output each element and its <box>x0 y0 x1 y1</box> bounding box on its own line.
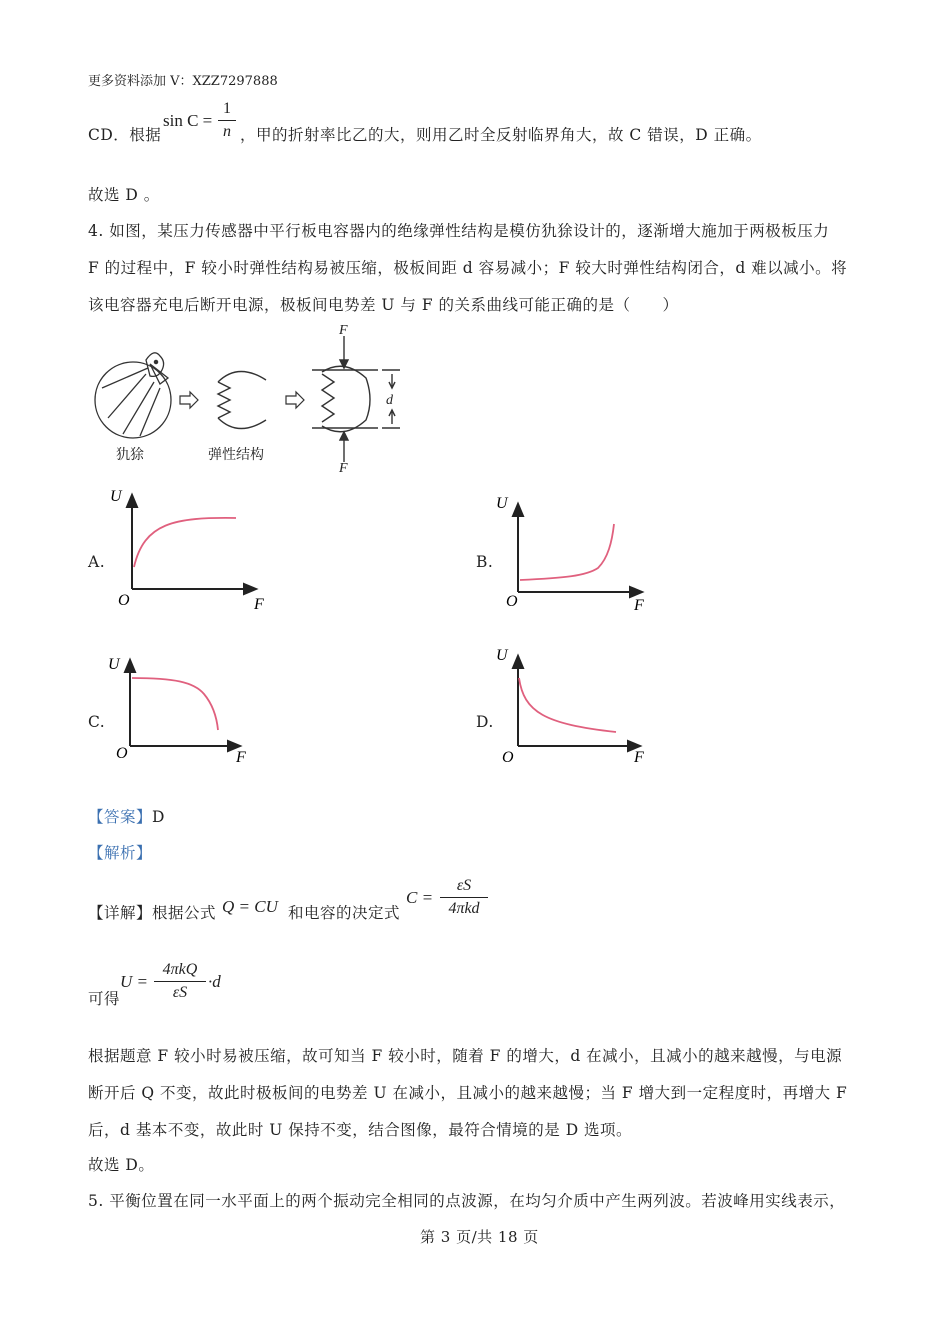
y-axis-label: U <box>108 656 120 673</box>
formula-c-fraction <box>440 876 488 919</box>
option-b-letter: B. <box>476 553 494 571</box>
curve-a <box>134 518 236 567</box>
armadillo-icon <box>95 353 171 438</box>
header-note: 更多资料添加 V：XZZ7297888 <box>88 74 278 89</box>
force-bottom-label: F <box>339 461 348 472</box>
detail-text2: 和电容的决定式 <box>288 904 401 922</box>
formula-u-lhs: U = <box>120 972 148 991</box>
formula-q: Q = CU <box>222 897 278 916</box>
origin-label: O <box>118 592 130 609</box>
final-conclusion: 故选 D。 <box>88 1156 155 1174</box>
formula-c-den: 4πkd <box>448 900 480 917</box>
cd-formula-fraction <box>218 99 236 142</box>
arrow-right-icon <box>180 392 198 408</box>
force-top-label: F <box>339 323 348 338</box>
cd-suffix: ，甲的折射率比乙的大，则用乙时全反射临界角大，故 C 错误，D 正确。 <box>240 126 762 144</box>
kede-label: 可得 <box>88 990 121 1008</box>
option-c-graph <box>104 650 274 775</box>
reason-line2: 断开后 Q 不变，故此时极板间的电势差 U 在减小，且减小的越来越慢；当 F 增大到一定程度时，再增大 F <box>88 1084 848 1102</box>
page-footer: 第 3 页/共 18 页 <box>420 1228 539 1246</box>
armadillo-figure <box>88 322 418 472</box>
origin-label: O <box>116 745 128 762</box>
detail-line <box>88 902 216 924</box>
detail-tag: 【详解】 <box>88 904 153 922</box>
reason-line3: 后，d 基本不变，故此时 U 保持不变，结合图像，最符合情境的是 D 选项。 <box>88 1121 633 1139</box>
reason-line1: 根据题意 F 较小时易被压缩，故可知当 F 较小时，随着 F 的增大，d 在减小，且减小的越来越慢，与电源 <box>88 1047 843 1065</box>
answer-value: D <box>152 808 165 826</box>
option-b-graph <box>494 490 664 620</box>
arrow-right-icon <box>286 392 304 408</box>
answer-line <box>88 806 165 828</box>
cd-formula-lhs: sin C = <box>163 111 213 130</box>
q4-line2: F 的过程中，F 较小时弹性结构易被压缩，极板间距 d 容易减小；F 较大时弹性结构闭合，d 难以减小。将 <box>88 259 848 277</box>
q4-line1: 4. 如图，某压力传感器中平行板电容器内的绝缘弹性结构是模仿犰狳设计的，逐渐增大施加于两极板压力 <box>88 222 830 240</box>
y-axis-label: U <box>496 495 508 512</box>
cd-formula-den: n <box>223 123 231 140</box>
answer-tag: 【答案】 <box>88 808 153 826</box>
x-axis-label: F <box>634 749 644 766</box>
origin-label: O <box>502 749 514 766</box>
curve-d <box>519 678 616 732</box>
formula-u-fraction <box>154 960 206 1003</box>
option-d-graph <box>494 642 664 772</box>
analysis-tag: 【解析】 <box>88 844 153 862</box>
curve-c <box>132 678 218 730</box>
formula-c-lhs: C = <box>406 888 434 907</box>
armadillo-label: 犰狳 <box>116 448 144 463</box>
elastic-structure-icon <box>218 371 266 428</box>
cd-prefix: CD．根据 <box>88 126 162 144</box>
formula-u-num: 4πkQ <box>162 961 198 978</box>
x-axis-label: F <box>634 597 644 614</box>
y-axis-label: U <box>496 647 508 664</box>
structure-label: 弹性结构 <box>208 448 264 463</box>
prev-conclusion: 故选 D 。 <box>88 186 160 204</box>
curve-b <box>520 524 614 580</box>
q5-line1: 5. 平衡位置在同一水平面上的两个振动完全相同的点波源，在均匀介质中产生两列波。若波峰用实线表示， <box>88 1192 846 1210</box>
origin-label: O <box>506 593 518 610</box>
option-a-graph <box>104 485 274 615</box>
detail-text1: 根据公式 <box>152 904 217 922</box>
option-c-letter: C. <box>88 713 106 731</box>
option-d-letter: D. <box>476 713 494 731</box>
x-axis-label: F <box>236 749 246 766</box>
formula-u-den: εS <box>172 984 188 1001</box>
formula-c-num: εS <box>456 877 472 894</box>
option-a-letter: A. <box>88 553 106 571</box>
formula-u-tail: ·d <box>208 972 221 991</box>
gap-label: d <box>386 393 393 408</box>
q4-line3: 该电容器充电后断开电源，极板间电势差 U 与 F 的关系曲线可能正确的是（ ） <box>88 296 679 314</box>
cd-formula-num: 1 <box>223 100 231 117</box>
y-axis-label: U <box>110 488 122 505</box>
x-axis-label: F <box>254 596 264 613</box>
